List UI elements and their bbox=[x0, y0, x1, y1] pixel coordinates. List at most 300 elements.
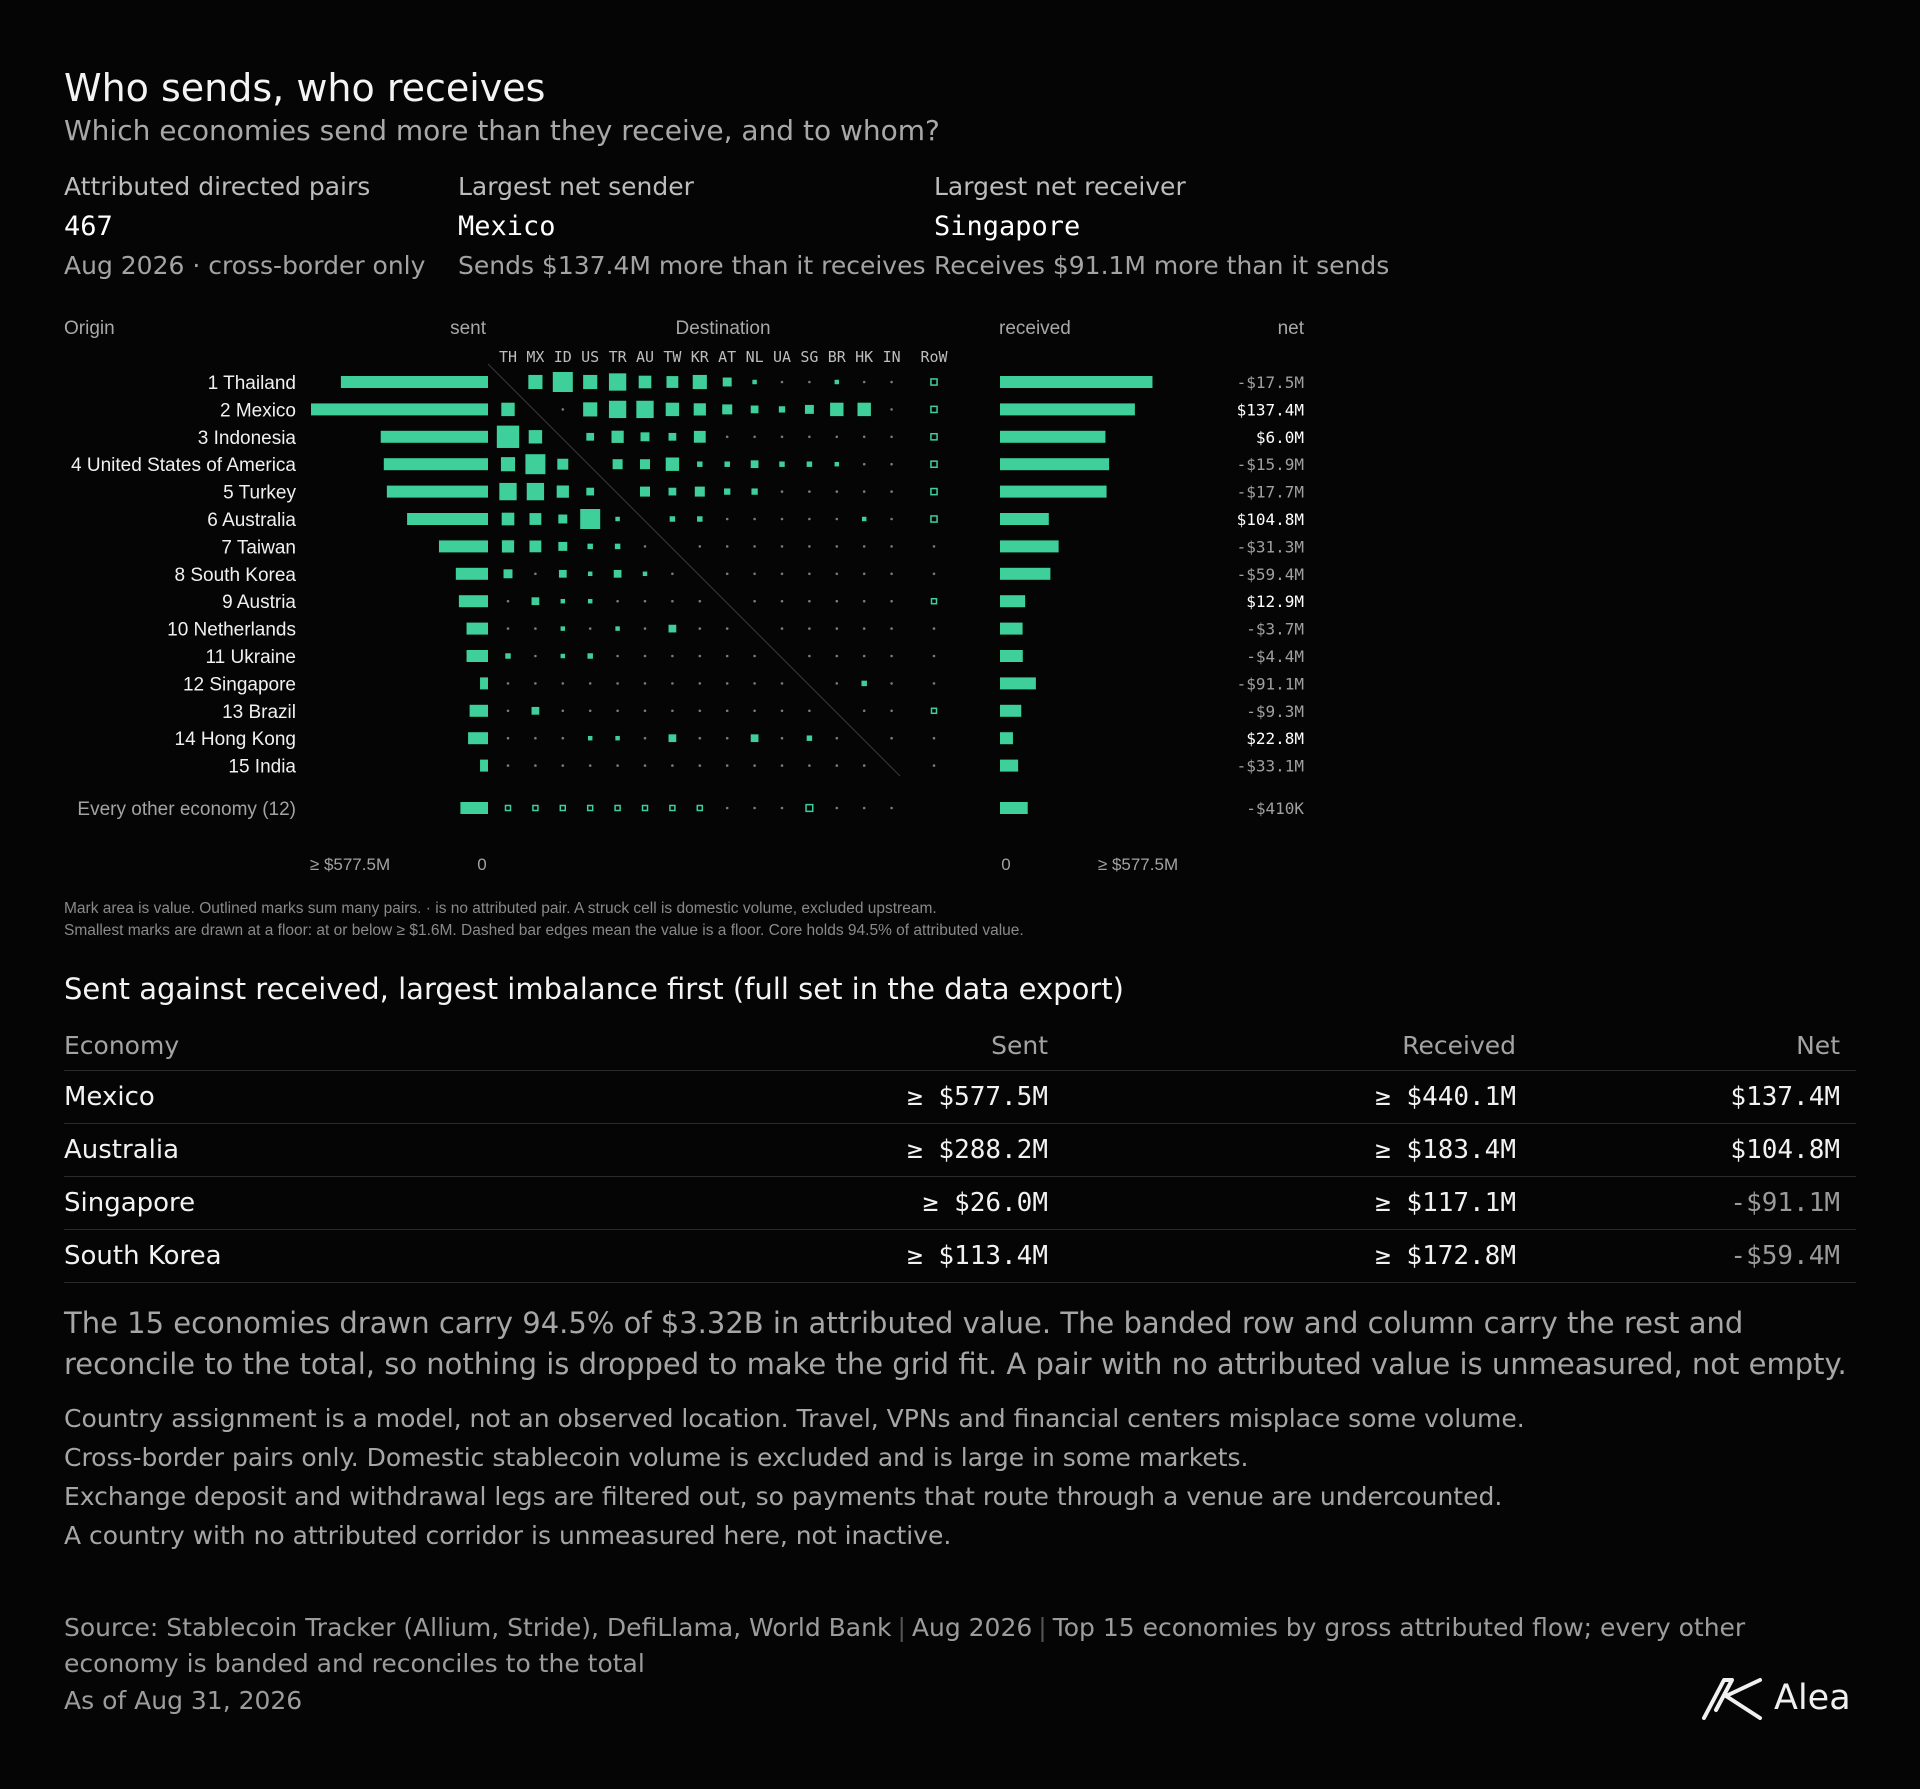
domestic-diagonal-line bbox=[488, 364, 900, 776]
imbalance-table bbox=[64, 1022, 1856, 1283]
received-bar bbox=[1000, 650, 1023, 662]
received-bar bbox=[1000, 458, 1109, 470]
received-scale-zero-label: 0 bbox=[1001, 855, 1011, 874]
empty-pair-dot bbox=[836, 807, 839, 810]
column-label: TH bbox=[498, 348, 518, 366]
empty-pair-dot bbox=[562, 682, 565, 685]
cell-sent: ≥ $113.4M bbox=[624, 1229, 1064, 1282]
cell-mark bbox=[640, 459, 650, 469]
sent-bar bbox=[387, 486, 488, 498]
column-label: AT bbox=[718, 348, 737, 366]
cell-received: ≥ $183.4M bbox=[1064, 1123, 1532, 1176]
cell-mark bbox=[583, 402, 597, 416]
cell-received: ≥ $440.1M bbox=[1064, 1070, 1532, 1123]
outlined-cell-mark bbox=[932, 599, 937, 604]
row-label: 6 Australia bbox=[207, 510, 296, 531]
received-bar bbox=[1000, 760, 1018, 772]
row-label: 4 United States of America bbox=[71, 455, 296, 477]
page-title: Who sends, who receives bbox=[64, 66, 546, 110]
empty-pair-dot bbox=[726, 764, 729, 767]
empty-pair-dot bbox=[644, 682, 647, 685]
net-value-label: $6.0M bbox=[1255, 427, 1304, 447]
empty-pair-dot bbox=[890, 710, 893, 713]
source-period: Aug 2026 bbox=[911, 1613, 1033, 1642]
source-separator: | bbox=[1038, 1613, 1047, 1642]
empty-pair-dot bbox=[836, 545, 839, 548]
empty-pair-dot bbox=[781, 381, 784, 384]
empty-pair-dot bbox=[836, 764, 839, 767]
empty-pair-dot bbox=[753, 764, 756, 767]
empty-pair-dot bbox=[863, 436, 866, 439]
empty-pair-dot bbox=[753, 518, 756, 521]
empty-pair-dot bbox=[890, 381, 893, 384]
empty-pair-dot bbox=[781, 518, 784, 521]
received-bar bbox=[1000, 513, 1049, 525]
cell-mark bbox=[529, 430, 542, 443]
cell-sent: ≥ $288.2M bbox=[624, 1123, 1064, 1176]
column-label: RoW bbox=[920, 348, 948, 366]
empty-pair-dot bbox=[534, 682, 537, 685]
empty-pair-dot bbox=[808, 655, 811, 658]
stat-receiver-value: Singapore bbox=[934, 211, 1081, 242]
received-bar bbox=[1000, 376, 1152, 388]
empty-pair-dot bbox=[534, 573, 537, 576]
empty-pair-dot bbox=[863, 600, 866, 603]
cell-mark bbox=[558, 542, 567, 551]
empty-pair-dot bbox=[753, 710, 756, 713]
empty-pair-dot bbox=[562, 710, 565, 713]
sent-bar bbox=[459, 595, 488, 607]
column-label: SG bbox=[800, 348, 819, 366]
empty-pair-dot bbox=[863, 573, 866, 576]
chart-footnote: Smallest marks are drawn at a floor: at or below ≥ $1.6M. Dashed bar edges mean the value is a floor. Core holds 94.5% of attributed value. bbox=[64, 922, 1024, 939]
empty-pair-dot bbox=[699, 545, 702, 548]
cell-mark bbox=[697, 461, 702, 466]
empty-pair-dot bbox=[836, 518, 839, 521]
cell-mark bbox=[694, 403, 706, 415]
empty-pair-dot bbox=[933, 655, 936, 658]
cell-mark bbox=[529, 540, 541, 552]
column-label: US bbox=[581, 348, 600, 366]
empty-pair-dot bbox=[616, 600, 619, 603]
empty-pair-dot bbox=[589, 764, 592, 767]
empty-pair-dot bbox=[726, 710, 729, 713]
cell-mark bbox=[532, 707, 540, 715]
caveat-line: A country with no attributed corridor is unmeasured here, not inactive. bbox=[64, 1521, 952, 1550]
cell-mark bbox=[588, 599, 592, 603]
summary-paragraph: The 15 economies drawn carry 94.5% of $3.32B in attributed value. The banded row and column carry the rest and reconcile to the total, so nothing is dropped to make the grid fit. A pair with no attributed value is unmeasured, not empty. bbox=[64, 1306, 1847, 1381]
origin-header: Origin bbox=[64, 318, 115, 339]
empty-pair-dot bbox=[933, 737, 936, 740]
cell-mark bbox=[532, 597, 540, 605]
cell-mark bbox=[697, 516, 702, 521]
sent-bar bbox=[467, 650, 488, 662]
net-value-label: -$91.1M bbox=[1236, 674, 1304, 694]
empty-pair-dot bbox=[507, 737, 510, 740]
cell-mark bbox=[558, 515, 567, 524]
empty-pair-dot bbox=[836, 737, 839, 740]
empty-pair-dot bbox=[808, 764, 811, 767]
empty-pair-dot bbox=[699, 682, 702, 685]
empty-pair-dot bbox=[836, 436, 839, 439]
empty-pair-dot bbox=[808, 627, 811, 630]
cell-mark bbox=[669, 734, 677, 742]
empty-pair-dot bbox=[890, 682, 893, 685]
cell-mark bbox=[527, 483, 544, 500]
source-line bbox=[64, 1610, 1764, 1682]
cell-mark bbox=[861, 681, 866, 686]
empty-pair-dot bbox=[836, 682, 839, 685]
table-title: Sent against received, largest imbalance first (full set in the data export) bbox=[64, 972, 1124, 1006]
empty-pair-dot bbox=[671, 710, 674, 713]
empty-pair-dot bbox=[781, 710, 784, 713]
outlined-cell-mark bbox=[588, 806, 593, 811]
cell-mark bbox=[499, 483, 516, 500]
empty-pair-dot bbox=[726, 807, 729, 810]
cell-mark bbox=[694, 431, 706, 443]
outlined-cell-mark bbox=[931, 461, 937, 467]
outlined-cell-mark bbox=[931, 379, 937, 385]
cell-mark bbox=[501, 457, 515, 471]
empty-pair-dot bbox=[890, 737, 893, 740]
empty-pair-dot bbox=[699, 737, 702, 740]
header-economy: Economy bbox=[64, 1031, 180, 1061]
cell-mark bbox=[724, 488, 730, 494]
received-bar bbox=[1000, 403, 1135, 415]
row-label: 5 Turkey bbox=[223, 482, 296, 504]
empty-pair-dot bbox=[863, 807, 866, 810]
stat-pairs-label: Attributed directed pairs bbox=[64, 172, 371, 201]
logo-wordmark: Alea bbox=[1774, 1678, 1851, 1718]
empty-pair-dot bbox=[808, 545, 811, 548]
cell-mark bbox=[615, 544, 620, 549]
header-received: Received bbox=[1402, 1031, 1516, 1061]
empty-pair-dot bbox=[699, 655, 702, 658]
row-label: 12 Singapore bbox=[182, 674, 296, 696]
cell-mark bbox=[669, 433, 677, 441]
empty-pair-dot bbox=[836, 600, 839, 603]
cell-mark bbox=[561, 654, 565, 658]
cell-mark bbox=[641, 432, 650, 441]
empty-pair-dot bbox=[507, 710, 510, 713]
cell-mark bbox=[561, 626, 565, 630]
empty-pair-dot bbox=[781, 490, 784, 493]
cell-net: $137.4M bbox=[1532, 1070, 1856, 1123]
received-header: received bbox=[999, 318, 1071, 339]
header-net: Net bbox=[1796, 1031, 1840, 1061]
empty-pair-dot bbox=[753, 682, 756, 685]
column-label: MX bbox=[526, 348, 545, 366]
empty-pair-dot bbox=[863, 764, 866, 767]
cell-mark bbox=[640, 487, 650, 497]
row-label: 7 Taiwan bbox=[221, 537, 296, 559]
empty-pair-dot bbox=[562, 764, 565, 767]
outlined-cell-mark bbox=[932, 708, 937, 713]
cell-mark bbox=[779, 406, 785, 412]
outlined-cell-mark bbox=[533, 806, 538, 811]
cell-mark bbox=[669, 488, 677, 496]
empty-pair-dot bbox=[836, 655, 839, 658]
net-value-label: -$17.7M bbox=[1236, 482, 1304, 502]
source-text: Source: Stablecoin Tracker (Allium, Stride), DefiLlama, World Bank bbox=[64, 1613, 892, 1642]
cell-net: -$59.4M bbox=[1532, 1229, 1856, 1282]
empty-pair-dot bbox=[781, 573, 784, 576]
empty-pair-dot bbox=[863, 463, 866, 466]
cell-mark bbox=[561, 599, 565, 603]
empty-pair-dot bbox=[781, 436, 784, 439]
sent-bar bbox=[460, 802, 488, 814]
net-value-label: -$17.5M bbox=[1236, 373, 1304, 392]
cell-mark bbox=[613, 459, 623, 469]
empty-pair-dot bbox=[933, 764, 936, 767]
column-label: IN bbox=[882, 348, 901, 366]
received-scale-max-label: ≥ $577.5M bbox=[1097, 855, 1179, 874]
table-row bbox=[64, 1070, 1856, 1123]
sent-bar bbox=[468, 732, 488, 744]
empty-pair-dot bbox=[808, 600, 811, 603]
empty-pair-dot bbox=[753, 545, 756, 548]
empty-pair-dot bbox=[726, 436, 729, 439]
row-label: 3 Indonesia bbox=[197, 427, 296, 449]
empty-pair-dot bbox=[699, 710, 702, 713]
empty-pair-dot bbox=[808, 381, 811, 384]
net-value-label: $22.8M bbox=[1246, 729, 1304, 749]
received-bar bbox=[1000, 595, 1025, 607]
cell-mark bbox=[557, 459, 568, 470]
cell-mark bbox=[807, 461, 812, 466]
empty-pair-dot bbox=[863, 627, 866, 630]
cell-mark bbox=[559, 570, 567, 578]
empty-pair-dot bbox=[726, 573, 729, 576]
cell-mark bbox=[636, 401, 653, 418]
cell-mark bbox=[586, 488, 594, 496]
column-label: AU bbox=[635, 348, 655, 366]
empty-pair-dot bbox=[671, 655, 674, 658]
net-value-label: -$3.7M bbox=[1246, 619, 1304, 639]
outlined-cell-mark bbox=[697, 806, 702, 811]
empty-pair-dot bbox=[589, 627, 592, 630]
empty-pair-dot bbox=[781, 807, 784, 810]
row-label: 2 Mexico bbox=[219, 400, 296, 422]
empty-pair-dot bbox=[726, 655, 729, 658]
cell-mark bbox=[752, 380, 756, 384]
empty-pair-dot bbox=[890, 655, 893, 658]
net-value-label: -$15.9M bbox=[1236, 455, 1304, 475]
row-label: 8 South Korea bbox=[174, 564, 296, 586]
empty-pair-dot bbox=[808, 573, 811, 576]
sent-scale-zero-label: 0 bbox=[477, 855, 487, 874]
empty-pair-dot bbox=[836, 490, 839, 493]
cell-mark bbox=[666, 457, 679, 470]
received-bar bbox=[1000, 677, 1036, 689]
empty-pair-dot bbox=[644, 545, 647, 548]
cell-net: -$91.1M bbox=[1532, 1176, 1856, 1229]
empty-pair-dot bbox=[836, 573, 839, 576]
empty-pair-dot bbox=[616, 682, 619, 685]
cell-economy: Mexico bbox=[64, 1070, 624, 1123]
column-label: TW bbox=[663, 348, 682, 366]
cell-mark bbox=[835, 380, 839, 384]
sent-bar bbox=[480, 677, 488, 689]
empty-pair-dot bbox=[562, 408, 565, 411]
cell-mark bbox=[529, 513, 541, 525]
sent-bar bbox=[381, 431, 488, 443]
cell-mark bbox=[502, 540, 514, 552]
empty-pair-dot bbox=[808, 518, 811, 521]
cell-mark bbox=[553, 372, 573, 392]
empty-pair-dot bbox=[534, 627, 537, 630]
cell-received: ≥ $117.1M bbox=[1064, 1176, 1532, 1229]
row-label: 15 India bbox=[228, 756, 296, 778]
empty-pair-dot bbox=[644, 600, 647, 603]
row-label: 14 Hong Kong bbox=[174, 729, 296, 751]
empty-pair-dot bbox=[616, 764, 619, 767]
source-separator: | bbox=[897, 1613, 906, 1642]
empty-pair-dot bbox=[890, 807, 893, 810]
cell-mark bbox=[580, 509, 600, 529]
empty-pair-dot bbox=[562, 737, 565, 740]
empty-pair-dot bbox=[808, 490, 811, 493]
destination-header: Destination bbox=[675, 318, 771, 339]
cell-sent: ≥ $577.5M bbox=[624, 1070, 1064, 1123]
cell-mark bbox=[724, 461, 729, 466]
cell-mark bbox=[609, 373, 626, 390]
empty-pair-dot bbox=[781, 627, 784, 630]
empty-pair-dot bbox=[726, 518, 729, 521]
cell-mark bbox=[502, 513, 515, 526]
sent-scale-max-label: ≥ $577.5M bbox=[309, 855, 391, 874]
received-bar bbox=[1000, 431, 1105, 443]
received-bar bbox=[1000, 540, 1059, 552]
cell-mark bbox=[722, 404, 732, 414]
empty-pair-dot bbox=[890, 627, 893, 630]
empty-pair-dot bbox=[671, 600, 674, 603]
cell-mark bbox=[669, 625, 677, 633]
row-label: 10 Netherlands bbox=[167, 619, 296, 641]
cell-mark bbox=[862, 517, 866, 521]
empty-pair-dot bbox=[616, 655, 619, 658]
stat-receiver-label: Largest net receiver bbox=[934, 172, 1186, 201]
empty-pair-dot bbox=[589, 682, 592, 685]
row-label: 1 Thailand bbox=[207, 373, 296, 394]
chart-footnote: Mark area is value. Outlined marks sum many pairs. · is no attributed pair. A struck cell is domestic volume, excluded upstream. bbox=[64, 900, 937, 917]
empty-pair-dot bbox=[933, 627, 936, 630]
empty-pair-dot bbox=[890, 436, 893, 439]
empty-pair-dot bbox=[726, 627, 729, 630]
column-label: TR bbox=[608, 348, 627, 366]
outlined-cell-mark bbox=[931, 489, 937, 495]
empty-pair-dot bbox=[890, 463, 893, 466]
cell-mark bbox=[497, 426, 519, 448]
sent-header: sent bbox=[450, 318, 486, 339]
cell-mark bbox=[528, 375, 542, 389]
sent-bar bbox=[439, 540, 488, 552]
received-bar bbox=[1000, 486, 1107, 498]
cell-sent: ≥ $26.0M bbox=[624, 1176, 1064, 1229]
empty-pair-dot bbox=[863, 655, 866, 658]
empty-pair-dot bbox=[933, 682, 936, 685]
alea-logo-icon bbox=[1702, 1676, 1764, 1720]
received-bar bbox=[1000, 568, 1050, 580]
outlined-cell-mark bbox=[560, 806, 565, 811]
empty-pair-dot bbox=[753, 600, 756, 603]
empty-pair-dot bbox=[753, 436, 756, 439]
cell-mark bbox=[751, 734, 759, 742]
cell-mark bbox=[857, 403, 870, 416]
empty-pair-dot bbox=[671, 682, 674, 685]
table-row bbox=[64, 1123, 1856, 1176]
stat-sender-note: Sends $137.4M more than it receives bbox=[458, 251, 926, 280]
net-value-label: $104.8M bbox=[1236, 510, 1304, 529]
cell-economy: Australia bbox=[64, 1123, 624, 1176]
cell-mark bbox=[835, 462, 839, 466]
cell-mark bbox=[505, 653, 510, 658]
row-label: Every other economy (12) bbox=[77, 799, 296, 820]
empty-pair-dot bbox=[699, 764, 702, 767]
sent-bar bbox=[407, 513, 488, 525]
row-label: 11 Ukraine bbox=[205, 647, 296, 668]
empty-pair-dot bbox=[507, 627, 510, 630]
empty-pair-dot bbox=[726, 545, 729, 548]
outlined-cell-mark bbox=[670, 806, 675, 811]
net-value-label: -$31.3M bbox=[1236, 537, 1304, 557]
empty-pair-dot bbox=[616, 710, 619, 713]
empty-pair-dot bbox=[507, 600, 510, 603]
empty-pair-dot bbox=[644, 737, 647, 740]
page-subtitle: Which economies send more than they receive, and to whom? bbox=[64, 114, 940, 147]
column-label: UA bbox=[772, 348, 792, 366]
empty-pair-dot bbox=[890, 408, 893, 411]
cell-net: $104.8M bbox=[1532, 1123, 1856, 1176]
cell-mark bbox=[805, 405, 814, 414]
empty-pair-dot bbox=[726, 737, 729, 740]
column-label: BR bbox=[827, 348, 846, 366]
cell-mark bbox=[583, 375, 597, 389]
sent-bar bbox=[480, 760, 488, 772]
cell-mark bbox=[723, 378, 732, 387]
cell-economy: South Korea bbox=[64, 1229, 624, 1282]
cell-mark bbox=[751, 488, 757, 494]
empty-pair-dot bbox=[507, 764, 510, 767]
cell-received: ≥ $172.8M bbox=[1064, 1229, 1532, 1282]
cell-mark bbox=[615, 626, 619, 630]
outlined-cell-mark bbox=[931, 516, 937, 522]
cell-mark bbox=[807, 735, 812, 740]
outlined-cell-mark bbox=[506, 806, 511, 811]
cell-mark bbox=[611, 431, 623, 443]
outlined-cell-mark bbox=[615, 806, 620, 811]
net-value-label: -$59.4M bbox=[1236, 564, 1304, 584]
empty-pair-dot bbox=[890, 490, 893, 493]
empty-pair-dot bbox=[890, 518, 893, 521]
table-row bbox=[64, 1229, 1856, 1282]
empty-pair-dot bbox=[644, 627, 647, 630]
sent-bar bbox=[341, 376, 488, 388]
net-header: net bbox=[1277, 318, 1304, 339]
cell-mark bbox=[504, 569, 513, 578]
empty-pair-dot bbox=[644, 655, 647, 658]
empty-pair-dot bbox=[890, 600, 893, 603]
empty-pair-dot bbox=[808, 436, 811, 439]
empty-pair-dot bbox=[781, 600, 784, 603]
stat-sender-label: Largest net sender bbox=[458, 172, 694, 201]
empty-pair-dot bbox=[534, 737, 537, 740]
empty-pair-dot bbox=[753, 655, 756, 658]
empty-pair-dot bbox=[699, 600, 702, 603]
empty-pair-dot bbox=[933, 545, 936, 548]
net-value-label: -$410K bbox=[1246, 799, 1304, 818]
empty-pair-dot bbox=[933, 573, 936, 576]
